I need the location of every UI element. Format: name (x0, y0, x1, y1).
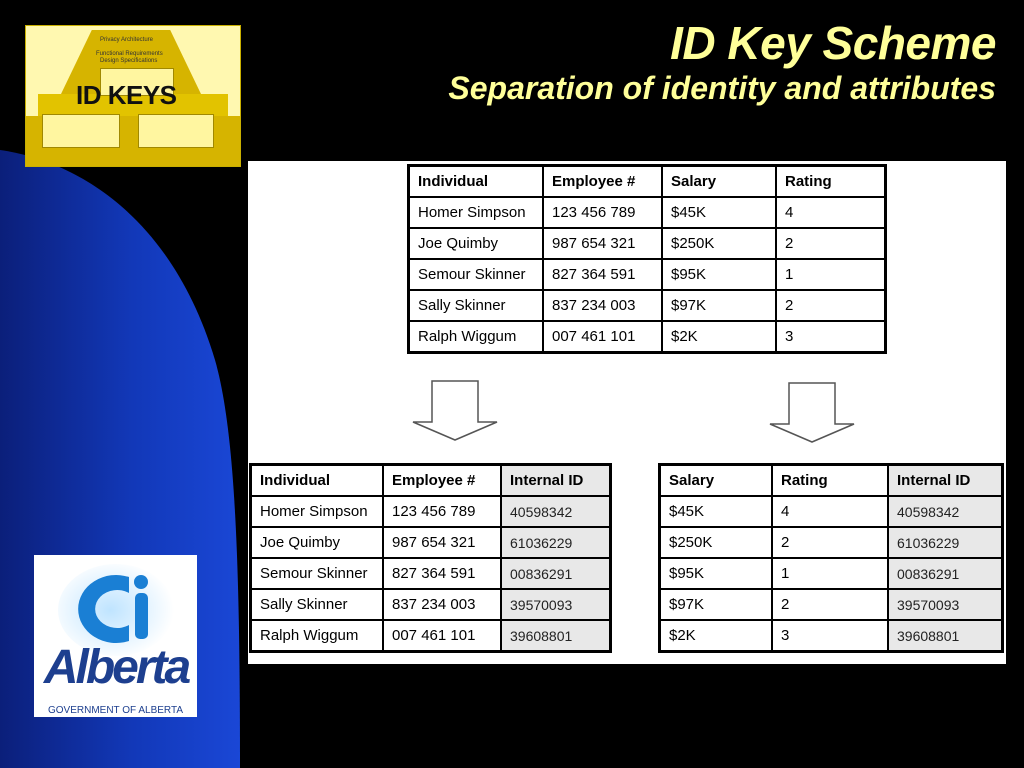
id-keys-label: ID KEYS (76, 80, 177, 110)
table-cell: 123 456 789 (383, 496, 501, 527)
table-cell: $95K (660, 558, 773, 589)
table-cell: 4 (772, 496, 888, 527)
table-cell: 987 654 321 (543, 228, 662, 259)
table-cell: 007 461 101 (543, 321, 662, 353)
table-cell: 39608801 (888, 620, 1003, 652)
table-row (409, 290, 886, 321)
table-cell: 007 461 101 (383, 620, 501, 652)
table-cell: 2 (772, 589, 888, 620)
table-row (660, 527, 1003, 558)
table-row (251, 589, 611, 620)
header-cell: Internal ID (888, 465, 1003, 497)
table-cell: 40598342 (888, 496, 1003, 527)
header-cell: Rating (772, 465, 888, 497)
table-cell: 40598342 (501, 496, 611, 527)
table-cell: Semour Skinner (251, 558, 384, 589)
alberta-wordmark: Alberta (43, 641, 189, 694)
table-cell: 00836291 (501, 558, 611, 589)
table-row (251, 527, 611, 558)
table-cell: 4 (776, 197, 886, 228)
table-cell: $250K (662, 228, 776, 259)
table-cell: 39608801 (501, 620, 611, 652)
table-row (660, 589, 1003, 620)
table-cell: 827 364 591 (383, 558, 501, 589)
table-cell: 61036229 (501, 527, 611, 558)
slide-title (448, 16, 996, 106)
table-cell: Ralph Wiggum (409, 321, 544, 353)
table-row (251, 496, 611, 527)
alberta-caption: GOVERNMENT OF ALBERTA (47, 705, 184, 716)
table-row (409, 228, 886, 259)
header-cell: Individual (409, 166, 544, 198)
table-row (409, 259, 886, 290)
table-cell: Sally Skinner (251, 589, 384, 620)
table-header-row (409, 166, 886, 198)
source-table (407, 164, 887, 354)
header-cell: Rating (776, 166, 886, 198)
table-cell: 1 (776, 259, 886, 290)
table-header-row (660, 465, 1003, 497)
diagram-panel (248, 161, 1006, 664)
table-row (660, 558, 1003, 589)
table-cell: 827 364 591 (543, 259, 662, 290)
table-cell: $45K (662, 197, 776, 228)
table-cell: $250K (660, 527, 773, 558)
table-cell: 00836291 (888, 558, 1003, 589)
header-cell: Salary (662, 166, 776, 198)
table-cell: $2K (660, 620, 773, 652)
alberta-logo (34, 555, 197, 717)
header-cell: Internal ID (501, 465, 611, 497)
table-cell: 3 (776, 321, 886, 353)
table-cell: $97K (660, 589, 773, 620)
header-cell: Individual (251, 465, 384, 497)
table-cell: $95K (662, 259, 776, 290)
table-row (409, 321, 886, 353)
table-cell: $45K (660, 496, 773, 527)
thumb-line-2: Functional Requirements (96, 51, 163, 57)
attribute-table (658, 463, 1004, 653)
identity-table (249, 463, 612, 653)
thumb-left-box (42, 114, 120, 148)
table-cell: 39570093 (888, 589, 1003, 620)
table-cell: Semour Skinner (409, 259, 544, 290)
thumb-line-1: Privacy Architecture (100, 37, 154, 43)
table-cell: 837 234 003 (543, 290, 662, 321)
table-cell: Homer Simpson (409, 197, 544, 228)
table-row (251, 620, 611, 652)
table-cell: 2 (772, 527, 888, 558)
thumb-line-3: Design Specifications (100, 58, 158, 64)
header-cell: Employee # (543, 166, 662, 198)
title-subtitle: Separation of identity and attributes (448, 70, 996, 106)
thumb-right-box (138, 114, 214, 148)
table-cell: $97K (662, 290, 776, 321)
table-row (660, 496, 1003, 527)
table-cell: $2K (662, 321, 776, 353)
table-cell: 3 (772, 620, 888, 652)
table-cell: 837 234 003 (383, 589, 501, 620)
table-cell: Homer Simpson (251, 496, 384, 527)
table-row (409, 197, 886, 228)
header-cell: Employee # (383, 465, 501, 497)
table-cell: Joe Quimby (409, 228, 544, 259)
table-cell: 1 (772, 558, 888, 589)
table-header-row (251, 465, 611, 497)
title-main: ID Key Scheme (670, 17, 996, 69)
down-arrow-icon (410, 380, 500, 442)
table-cell: 123 456 789 (543, 197, 662, 228)
id-keys-thumbnail (25, 25, 241, 167)
header-cell: Salary (660, 465, 773, 497)
table-cell: 2 (776, 290, 886, 321)
table-cell: 2 (776, 228, 886, 259)
table-cell: 987 654 321 (383, 527, 501, 558)
table-row (660, 620, 1003, 652)
table-cell: 39570093 (501, 589, 611, 620)
table-cell: 61036229 (888, 527, 1003, 558)
table-cell: Sally Skinner (409, 290, 544, 321)
table-row (251, 558, 611, 589)
table-cell: Joe Quimby (251, 527, 384, 558)
table-cell: Ralph Wiggum (251, 620, 384, 652)
down-arrow-icon (767, 382, 857, 444)
